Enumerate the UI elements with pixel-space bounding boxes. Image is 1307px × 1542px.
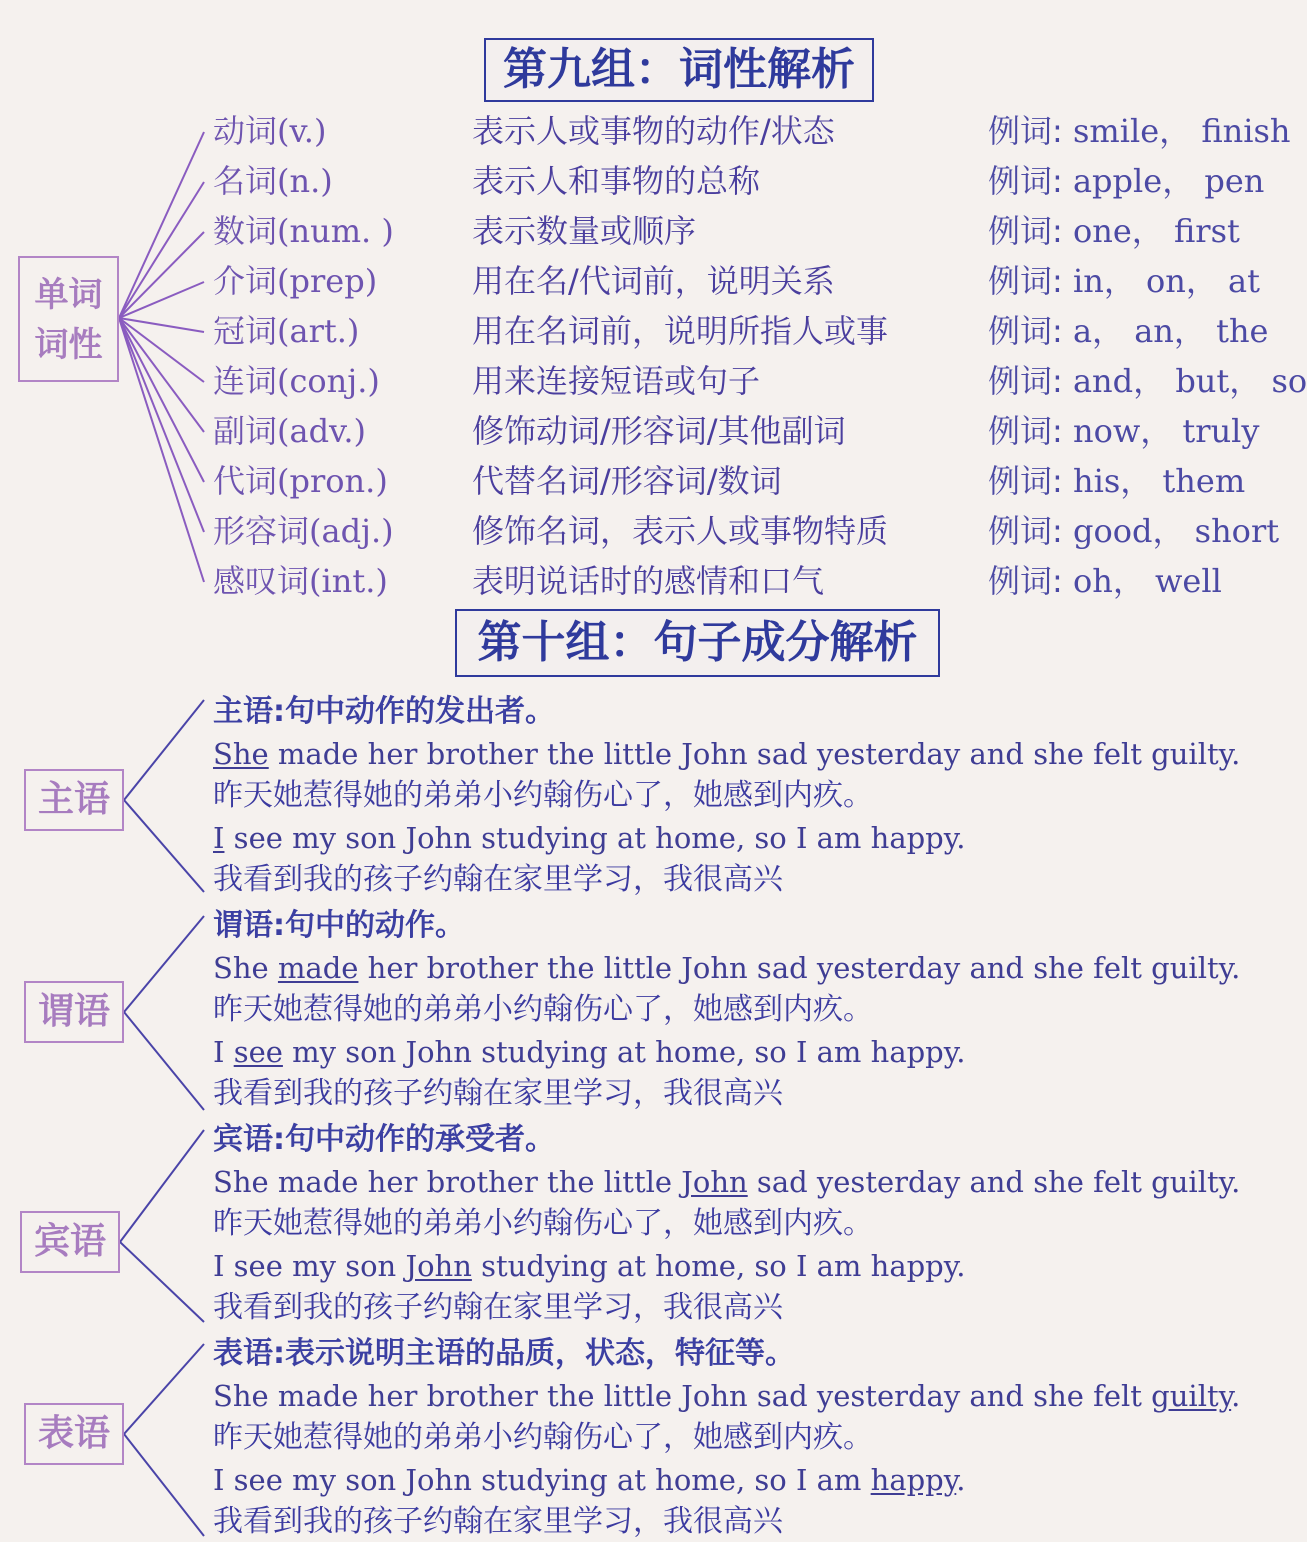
example-sentence-zh: 我看到我的孩子约翰在家里学习，我很高兴 [213, 862, 783, 897]
pos-examples [988, 556, 1222, 606]
pos-definition: 用在名词前，说明所指人或事 [472, 312, 889, 350]
example-label: 例词: [988, 212, 1063, 250]
example-sentence-zh: 我看到我的孩子约翰在家里学习，我很高兴 [213, 1504, 783, 1539]
pos-examples [988, 106, 1291, 156]
sentence-text: made her brother the little John sad yesterday and she felt guilty. [268, 737, 1241, 771]
example-sentence-zh: 昨天她惹得她的弟弟小约翰伤心了，她感到内疚。 [213, 1206, 873, 1241]
sentence-text: She [213, 951, 278, 985]
example-sentence-en [213, 734, 1240, 774]
pos-name: 动词(v.) [213, 112, 327, 150]
example-words: and， but， so [1072, 362, 1307, 400]
pos-row [0, 356, 1307, 406]
example-words: good， short [1072, 512, 1280, 550]
example-label: 例词: [988, 312, 1063, 350]
highlighted-word: made [277, 951, 359, 985]
example-label: 例词: [988, 562, 1063, 600]
pos-examples [988, 406, 1260, 456]
sentence-text: studying at home, so I am happy. [471, 1249, 966, 1283]
pos-examples [988, 356, 1307, 406]
example-sentence-en [213, 1246, 966, 1286]
pos-definition: 表明说话时的感情和口气 [472, 562, 825, 600]
highlighted-word: see [233, 1035, 283, 1069]
pos-name: 感叹词(int.) [213, 562, 388, 600]
pos-name: 冠词(art.) [213, 312, 360, 350]
subject-box: 主语 [24, 769, 124, 831]
predicate-box: 谓语 [24, 981, 124, 1043]
predicative-box: 表语 [24, 1403, 124, 1465]
example-sentence-zh: 我看到我的孩子约翰在家里学习，我很高兴 [213, 1076, 783, 1111]
component-heading: 主语:句中动作的发出者。 [213, 694, 555, 729]
example-label: 例词: [988, 512, 1063, 550]
example-sentence-en [213, 1032, 966, 1072]
pos-definition: 表示数量或顺序 [472, 212, 697, 250]
group9-title: 第九组：词性解析 [484, 38, 874, 102]
pos-row [0, 206, 1280, 256]
pos-definition: 修饰动词/形容词/其他副词 [472, 412, 846, 450]
pos-row [0, 306, 1280, 356]
pos-row [0, 456, 1280, 506]
highlighted-word: guilty [1151, 1379, 1232, 1413]
example-sentence-en [213, 948, 1240, 988]
example-label: 例词: [988, 362, 1063, 400]
word-class-label-line2: 词性 [34, 325, 103, 365]
example-sentence-en [213, 1376, 1240, 1416]
pos-name: 形容词(adj.) [213, 512, 394, 550]
highlighted-word: John [681, 1165, 748, 1199]
example-sentence-zh: 昨天她惹得她的弟弟小约翰伤心了，她感到内疚。 [213, 1420, 873, 1455]
word-class-label-line1: 单词 [34, 275, 103, 315]
pos-row [0, 256, 1280, 306]
example-sentence-zh: 昨天她惹得她的弟弟小约翰伤心了，她感到内疚。 [213, 778, 873, 813]
pos-definition: 用在名/代词前，说明关系 [472, 262, 835, 300]
example-words: a， an， the [1072, 312, 1269, 350]
sentence-text: see my son John studying at home, so I am happy. [224, 821, 966, 855]
highlighted-word: She [213, 737, 269, 771]
example-label: 例词: [988, 412, 1063, 450]
sentence-text: . [1231, 1379, 1241, 1413]
pos-definition: 用来连接短语或句子 [472, 362, 761, 400]
example-label: 例词: [988, 262, 1063, 300]
sentence-text: her brother the little John sad yesterday and she felt guilty. [358, 951, 1241, 985]
pos-row [0, 556, 1280, 606]
example-sentence-en [213, 1460, 966, 1500]
sentence-text: She made her brother the little [213, 1165, 682, 1199]
example-label: 例词: [988, 112, 1063, 150]
pos-examples [988, 506, 1279, 556]
highlighted-word: John [405, 1249, 472, 1283]
sentence-text: my son John studying at home, so I am happy. [282, 1035, 966, 1069]
sentence-text: I see my son John studying at home, so I am [213, 1463, 871, 1497]
pos-examples [988, 456, 1245, 506]
sentence-text: I [213, 1035, 234, 1069]
example-words: smile， finish [1072, 112, 1291, 150]
component-heading: 表语:表示说明主语的品质，状态，特征等。 [213, 1336, 795, 1371]
pos-examples [988, 256, 1260, 306]
example-words: in， on， at [1072, 262, 1260, 300]
pos-examples [988, 206, 1240, 256]
component-heading: 谓语:句中的动作。 [213, 908, 465, 943]
object-box: 宾语 [20, 1211, 120, 1273]
pos-name: 副词(adv.) [213, 412, 366, 450]
pos-definition: 表示人或事物的动作/状态 [472, 112, 835, 150]
sentence-text: sad yesterday and she felt guilty. [747, 1165, 1241, 1199]
pos-row [0, 406, 1280, 456]
example-sentence-en [213, 1162, 1240, 1202]
example-words: oh， well [1072, 562, 1222, 600]
example-sentence-zh: 我看到我的孩子约翰在家里学习，我很高兴 [213, 1290, 783, 1325]
pos-row [0, 106, 1291, 156]
pos-name: 代词(pron.) [213, 462, 388, 500]
example-sentence-en [213, 818, 965, 858]
pos-row [0, 506, 1280, 556]
example-words: apple， pen [1072, 162, 1265, 200]
example-label: 例词: [988, 462, 1063, 500]
pos-name: 数词(num. ) [213, 212, 394, 250]
sentence-text: I see my son [213, 1249, 406, 1283]
group10-title: 第十组：句子成分解析 [455, 609, 940, 677]
pos-name: 连词(conj.) [213, 362, 380, 400]
example-sentence-zh: 昨天她惹得她的弟弟小约翰伤心了，她感到内疚。 [213, 992, 873, 1027]
example-words: his， them [1072, 462, 1246, 500]
pos-definition: 表示人和事物的总称 [472, 162, 761, 200]
component-heading: 宾语:句中动作的承受者。 [213, 1122, 555, 1157]
sentence-text: . [956, 1463, 966, 1497]
sentence-text: She made her brother the little John sad yesterday and she felt [213, 1379, 1152, 1413]
pos-name: 名词(n.) [213, 162, 333, 200]
pos-definition: 修饰名词，表示人或事物特质 [472, 512, 889, 550]
example-words: one， first [1072, 212, 1240, 250]
pos-examples [988, 156, 1264, 206]
example-words: now， truly [1072, 412, 1260, 450]
pos-row [0, 156, 1280, 206]
pos-examples [988, 306, 1269, 356]
highlighted-word: I [213, 821, 225, 855]
pos-name: 介词(prep) [213, 262, 378, 300]
example-label: 例词: [988, 162, 1063, 200]
highlighted-word: happy [870, 1463, 957, 1497]
pos-definition: 代替名词/形容词/数词 [472, 462, 782, 500]
